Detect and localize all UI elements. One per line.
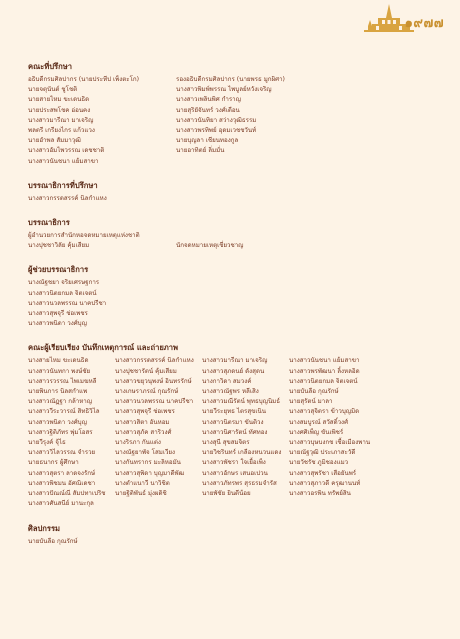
list-item: นายบันลือ กุณรักษ์ — [289, 388, 339, 396]
compilers-column-2 — [115, 356, 202, 509]
list-item: นางสาวสิตา อันหอม — [115, 418, 170, 426]
list-item: นางสาวสุตรา ลาดจงรักษ์ — [28, 469, 96, 477]
list-item: นางสาวสุจิตรา ข้าวบุญมิด — [289, 408, 360, 416]
list-item: นางสุนี สุขสมจิตร — [202, 439, 250, 447]
list-item: นายบันลือ กุณรักษ์ — [28, 537, 78, 545]
list-item: นายสุรัตน์ มาลา — [289, 398, 333, 406]
list-item: นางสาวบุษบงกช เชื้อเมืองพาน — [289, 439, 371, 447]
compilers-column-1 — [28, 356, 115, 509]
list-item: นางสาววีระวารณ์ สิทธิวิไล — [28, 408, 100, 416]
list-item: นางเกษราภรณ์ กุณรักษ์ — [115, 388, 179, 396]
list-item: นางตำแนาวี นาวิชิต — [115, 479, 170, 487]
list-item: นายธนากร ผู้ศึกษา — [28, 459, 79, 467]
list-item: นางสาวพัชรา ใจเยื้อเพ็ง — [202, 459, 266, 467]
compilers-column-3 — [202, 356, 289, 509]
list-item: นางสาวกรรดสรรค์ นิลกำแหง — [115, 357, 194, 365]
list-item: นายสุริยัจันทร์ วงศ์เดือน — [176, 106, 240, 114]
art-section — [28, 524, 438, 547]
page-number: ๑๙๗๗ — [404, 16, 444, 31]
list-item: นางสาวขยุวนุพงษ์ อินทรรักษ์ — [115, 377, 192, 385]
list-item: นางสาวอักษร เสนอเปวน — [202, 469, 268, 477]
list-item: นางศศิเพ็ญ ขันเพิชร์ — [289, 428, 344, 436]
list-item: นางสาวสุพจุรี ช่อเพชร — [28, 310, 88, 318]
advisors-right-column — [176, 75, 336, 167]
list-item: นางสาวพรพัฒนา ลิ้งหลอิด — [289, 367, 360, 375]
section-title: ศิลปกรรม — [28, 523, 61, 533]
list-item: นางสาวนิตยกมล จิตเจตน์ — [289, 377, 358, 385]
list-item: นางสาวมณีรัตน์ พุทธบุญนิมธ์ — [202, 398, 281, 406]
list-item: นางสาวรวรรณ ไพเมฆหลี — [28, 377, 97, 385]
list-item: นายอาทิตย์ ลิ่มมั่น — [176, 147, 225, 155]
list-item: นางสาวอรพิน ทรัพย์สิน — [289, 490, 351, 498]
assistant-editors-section — [28, 265, 438, 329]
list-item: นายวีระยุทธ ไตรสุขเนิน — [202, 408, 266, 416]
editor-position: นักจดหมายเหตุเชี่ยวชาญ — [176, 242, 244, 250]
list-item: นายพินการ นิลสกำแพ — [28, 388, 88, 396]
list-item: นางสาวปัณณ์ณี สัมปทาเปริช — [28, 490, 106, 498]
list-item: นางสาวฐิติภัทร พุ่มโอสร — [28, 428, 93, 436]
list-item: นายณัฐวุฒิ ประเภาสะวัดี — [289, 449, 356, 457]
list-item: นางสาวณัฏฐา กล้าหาญ — [28, 398, 93, 406]
section-title: คณะที่ปรึกษา — [28, 62, 72, 71]
advisors-section — [28, 62, 438, 167]
list-item: นายสายไหม ขะเดนธิด — [28, 96, 90, 104]
section-title: บรรณาธิการ — [28, 218, 70, 228]
list-item: รองอธิบดีกรมศิลปากร (นายพรธ มูกผิศา) — [176, 76, 285, 83]
list-item: นางณัฐชยา จริยเศรษฐการ — [28, 279, 100, 287]
section-title: บรรณาธิการที่ปรึกษา — [28, 180, 98, 190]
section-title: ผู้ช่วยบรรณาธิการ — [28, 265, 89, 275]
list-item: พลตรี เกรียงไกร แก้วแวง — [28, 127, 95, 135]
list-item: นางสาวพนิดา วงศ์บุญ — [28, 418, 87, 426]
list-item: นางริรภา กันแต่ง — [115, 439, 161, 447]
list-item: นายอำพล สัมมาวุฒิ — [28, 137, 81, 145]
editor-name: นางปุชชาวิลัย คุ้มเสียม — [28, 242, 90, 250]
list-item: นางสาวสุภัค สาริวงศ์ — [115, 428, 172, 436]
list-item: นางสาวนิตรมา ขันติวง — [202, 418, 264, 426]
list-item: นายพัชัย ยินดีน้อย — [202, 490, 251, 498]
list-item: นางสาวกรรดสรรค์ นิลกำแหง — [28, 194, 107, 202]
page-header — [0, 0, 460, 42]
list-item: นางกาวิดา สมวงค์ — [202, 377, 252, 385]
list-item: นางสาวนันชนา แย้มสาขา — [289, 357, 360, 365]
list-item: นางสาวนวลพรรณ นาคปรีชา — [115, 398, 194, 406]
list-item: นางสายไหม ขะเดนธิด — [28, 357, 89, 365]
list-item: นางสาวพรทิพย์ อุดมเวชชวันท์ — [176, 127, 257, 135]
list-item: นางสาวสุพจุรี ช่อเพชร — [115, 408, 175, 416]
list-item: นางสาวสุภดนย์ ดังสุดน — [202, 367, 265, 375]
list-item: นางสาวนวลพรรณ นาคปรีชา — [28, 299, 107, 307]
list-item: นายจตุนันต์ ชูโชติ — [28, 86, 78, 94]
list-item: นางสมบูรณ์ สวัสดิ์วงศ์ — [289, 418, 349, 426]
list-item: นางสาวนันชนา แย้มสาขา — [28, 157, 99, 165]
list-item: นางสาวสุภาวดี ครุฒานนท์ — [289, 479, 361, 487]
list-item: อธิบดีกรมศิลปากร (นายประทีป เพ็งตะโก) — [28, 76, 140, 83]
list-item: นางสาวเพลินพิศ กำราญ — [176, 96, 241, 104]
compilers-section — [28, 343, 438, 509]
list-item: นางสาวนิศารัตน์ ทัศทอง — [202, 428, 268, 436]
list-item: นางสาวมารีณา มาเจริญ — [202, 357, 268, 365]
list-item: นายวีรุงค์ จุ้ไธ — [28, 439, 66, 447]
list-item: นางสาวนิตยกมล จิตเจตน์ — [28, 289, 97, 297]
editor-section — [28, 218, 438, 251]
section-title: คณะผู้เรียบเรียง บันทึกเหตุการณ์ และถ่ายภาพ — [28, 343, 179, 353]
list-item: นายวัชรัช ภูมิชองแมว — [289, 459, 349, 467]
list-item: นายฐิติพันธ์ มุ่งผดิชิ — [115, 490, 167, 498]
compilers-column-4 — [289, 356, 376, 509]
list-item: นางสาวพนิดา วงศ์บุญ — [28, 320, 87, 328]
list-item: นางสาวมารีณา มาเจริญ — [28, 116, 94, 124]
list-item: นางสาวนันทกา พงษ์ชัย — [28, 367, 91, 375]
advisors-left-column — [28, 75, 176, 167]
list-item: นายวิชรินทร์ เกลืองหนวนแดง — [202, 449, 282, 457]
list-item: นายประสพโชค อ่อนคง — [28, 106, 91, 114]
list-item: นางณัฐยาพัจ โสมเวียง — [115, 449, 176, 457]
list-item: นางปุชชารัตน์ คุ้มเสียม — [115, 367, 177, 375]
credits-content — [28, 62, 438, 547]
list-item: นางสาวพิชมน อัศณิเดชา — [28, 479, 96, 487]
list-item: นางสาวสุพรัชา เสือยันพร์ — [289, 469, 357, 477]
list-item: นางกันทรากร มะลิหอมัน — [115, 459, 181, 467]
list-item: นางสาวณัฐพร หลีเสิง — [202, 388, 259, 396]
list-item: นางสาวศันสนีย์ มานะกุล — [28, 500, 94, 508]
list-item: นางสาวสุพิดา บุญมาดีพัฒ — [115, 469, 185, 477]
editor-role: ผู้อำนวยการสำนักหอจดหมายเหตุแห่งชาติ — [28, 232, 140, 240]
list-item: นายบุญลา เชียนทองกูล — [176, 137, 239, 145]
list-item: นางสาวนันทิยา สว่างวุฒิธรรม — [176, 116, 257, 124]
list-item: นางสาวอัมไพวรรณ เดชชาติ — [28, 147, 105, 155]
list-item: นางสาววิไลวรรณ จำรวย — [28, 449, 96, 457]
list-item: นางสาวพิมพ์พรรณ ไพบูลย์หวังเจริญ — [176, 86, 272, 94]
advisory-editor-section — [28, 181, 438, 204]
list-item: นางสาวภัทรพร สุรธรมจำรัส — [202, 479, 277, 487]
